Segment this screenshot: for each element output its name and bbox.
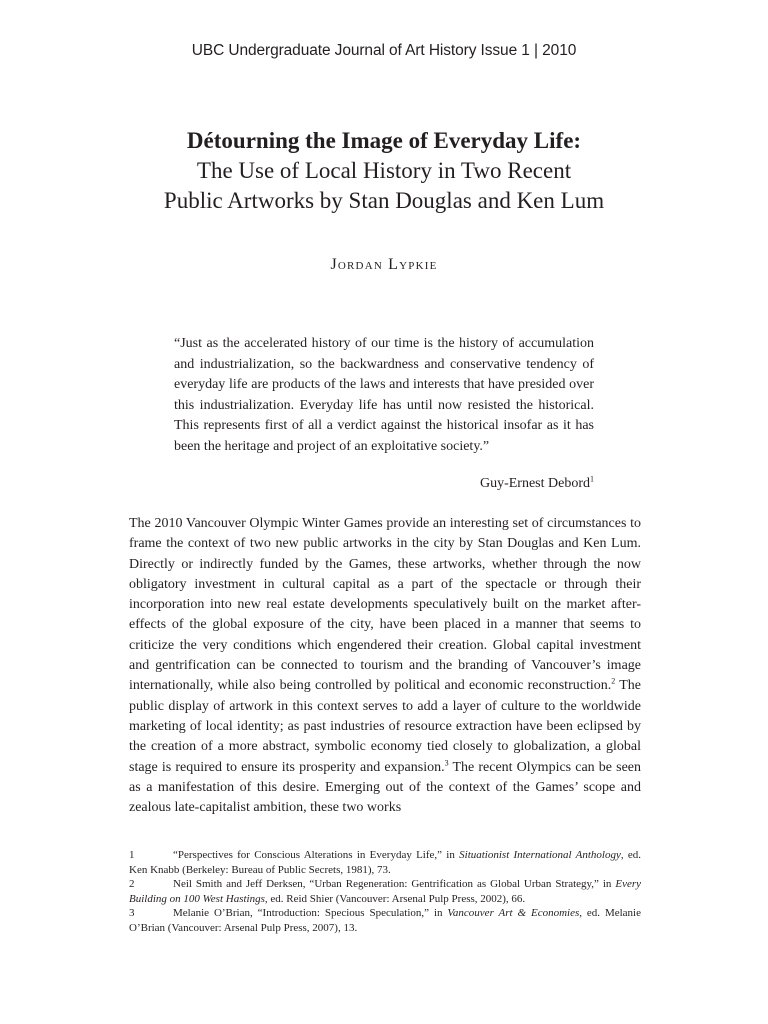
running-head: UBC Undergraduate Journal of Art History Issue 1 | 2010 [191,42,577,59]
footnote-title: Situationist International Anthology [459,849,621,861]
footnote-text: “Perspectives for Conscious Alterations in Everyday Life,” in [173,849,460,861]
footnote-text: , ed. Reid Shier (Vancouver: Arsenal Pulp Press, 2002), 66. [264,892,526,905]
body-paragraph [129,514,641,818]
body-segment-3: The recent Olympics can be seen as a manifestation of this desire. Emerging out of the context of the Games’ scope and zealous late-capitalist ambition, these two works [129,759,641,816]
epigraph-attribution [174,476,594,492]
footnote-1 [129,848,641,877]
footnote-ref-1: 1 [590,474,594,484]
epigraph-text: “Just as the accelerated history of our time is the history of accumulation and industrialization, so the backwardness and conservative tendency of everyday life are products of the laws and interests that have presided over this industrialization. Everyday life has until now resisted the historical. This represents first of all a verdict against the historical insofar as it has been the heritage and project of an exploitative society.” [174,336,594,454]
footnote-number: 1 [129,849,135,861]
epigraph [174,334,594,457]
footnote-title: Every Building on 100 West Hastings [129,878,641,905]
footnote-number: 2 [129,878,135,891]
footnote-text: Melanie O’Brian, “Introduction: Specious Speculation,” in [173,907,448,920]
footnotes [129,848,641,936]
footnote-title: Vancouver Art & Economies [447,907,580,920]
footnote-text: , ed. Ken Knabb (Berkeley: Bureau of Public Secrets, 1981), 73. [129,849,642,876]
footnote-ref-2: 2 [611,676,616,686]
body-segment-2: The public display of artwork in this context serves to add a layer of culture to the worldwide marketing of local identity; as past industries of resource extraction have been eclipsed by the creation of a more abstract, symbolic economy tied closely to globalization, a global stage is required to ensure its prosperity and expansion. [129,678,642,775]
footnote-2 [129,877,641,906]
footnote-text: Neil Smith and Jeff Derksen, “Urban Regeneration: Gentrification as Global Urban Strategy,” in [173,878,616,891]
author-name: Jordan Lypkie [330,256,438,273]
footnote-3 [129,906,641,935]
title-line-2: The Use of Local History in Two Recent [196,158,572,183]
article-title [0,126,768,216]
footnote-text: , ed. Melanie O’Brian (Vancouver: Arsenal Pulp Press, 2007), 13. [129,907,641,934]
title-line-3: Public Artworks by Stan Douglas and Ken Lum [163,188,605,213]
footnote-ref-3: 3 [444,757,449,767]
footnote-number: 3 [129,907,135,920]
attribution-name: Guy-Ernest Debord [479,476,590,491]
body-segment-1: The 2010 Vancouver Olympic Winter Games provide an interesting set of circumstances to frame the context of two new public artworks in the city by Stan Douglas and Ken Lum. Directly or indirectly funded by the Games, these artworks, whether through the now obligatory investment in cultural capital as a part of the spectacle or through their incorporation into new real estate developments speculatively built on the market after-effects of the global exposure of the city, have been placed in a manner that seems to criticize the very conditions which engendered their creation. Global capital investment and gentrification can be connected to tourism and the branding of Vancouver’s image internationally, while also being controlled by political and economic reconstruction. [129,516,641,694]
paragraph [129,514,641,818]
title-line-1: Détourning the Image of Everyday Life: [186,128,582,153]
